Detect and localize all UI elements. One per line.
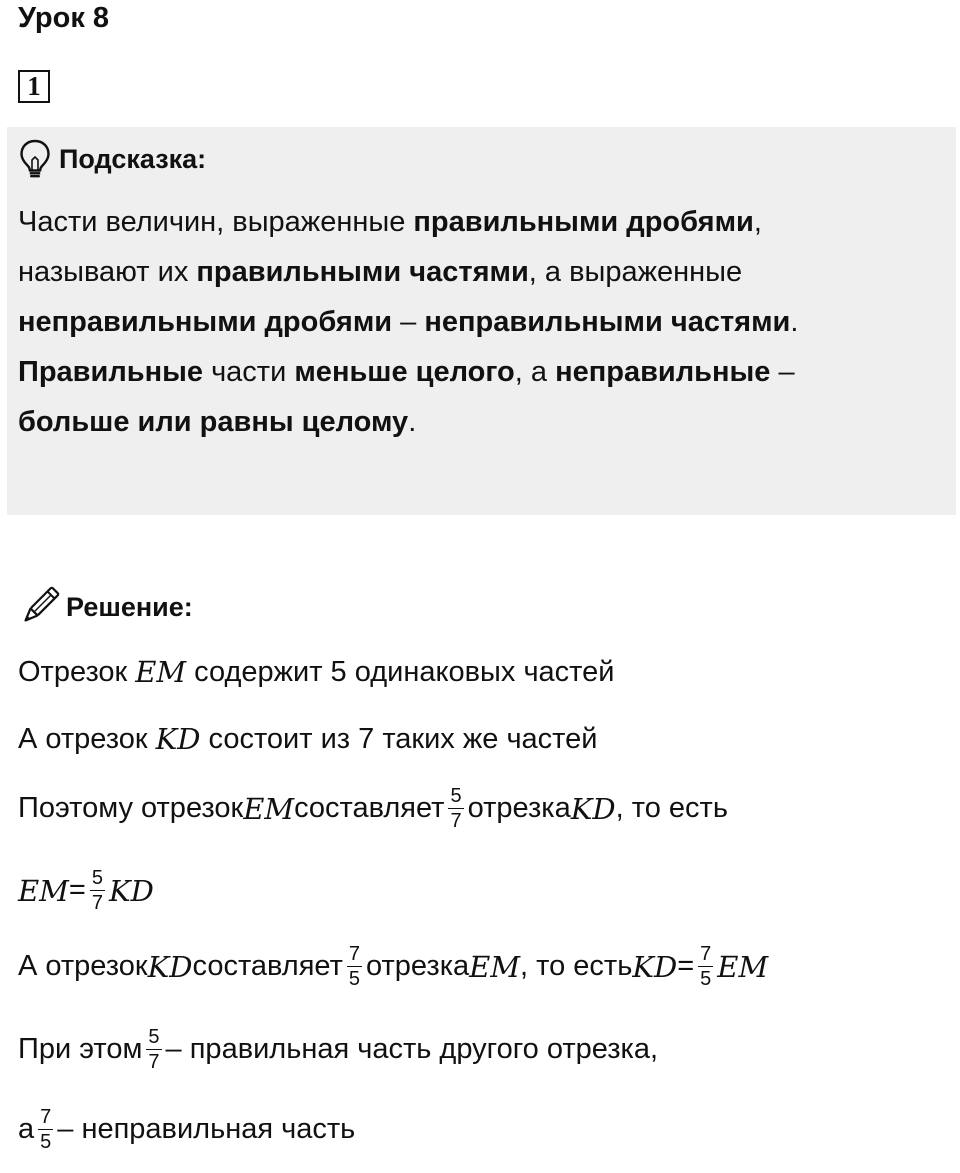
math-variable: KD [632,949,678,984]
hint-segment: – [770,356,795,388]
hint-bold-segment: меньше целого [294,356,515,388]
text: – неправильная часть [57,1113,356,1145]
solution-heading [18,586,193,628]
task-number: 1 [27,71,41,101]
text: составляет [294,792,445,824]
solution-line-1 [18,655,614,689]
hint-bold-segment: правильными дробями [413,206,754,238]
hint-bold-segment: неправильные [555,356,771,388]
hint-segment: называют их [18,256,197,288]
fraction-numerator: 7 [40,1106,52,1128]
solution-line-3 [18,786,728,831]
fraction [698,944,713,989]
math-variable: KD [570,791,616,826]
solution-line-6 [18,1027,658,1072]
fraction-denominator: 7 [450,810,462,832]
solution-title: Решение: [66,591,193,622]
hint-segment: . [790,306,799,338]
hint-title: Подсказка: [59,143,207,174]
text: А отрезок [18,950,148,982]
hint-bold-segment: больше или равны целому [18,406,409,438]
text: составляет [192,950,343,982]
math-variable: EM [18,873,69,908]
text: Отрезок [18,655,128,688]
hint-bold-segment: неправильными дробями [18,306,393,338]
hint-segment: Части величин, выраженные [18,206,414,238]
fraction-denominator: 5 [700,968,712,990]
hint-bold-segment: Правильные [18,356,204,388]
text: – правильная часть другого отрезка, [165,1033,659,1065]
math-variable: EM [469,949,521,984]
pencil-icon [18,586,60,628]
text: , то есть [520,950,633,982]
lightbulb-icon [19,139,51,179]
text: отрезка [366,950,470,982]
fraction-denominator: 7 [148,1051,160,1073]
solution-line-4 [18,868,154,913]
fraction-numerator: 5 [91,867,103,889]
math-variable: KD [155,722,201,756]
equals-sign: = [68,874,86,906]
text: А отрезок [18,722,148,755]
lesson-title: Урок 8 [18,2,110,34]
text: отрезка [467,792,571,824]
fraction-denominator: 5 [348,968,360,990]
fraction-numerator: 5 [148,1026,160,1048]
hint-segment: части [203,356,295,388]
fraction [90,868,105,913]
hint-box [7,127,956,515]
hint-text [18,197,948,447]
fraction [146,1027,161,1072]
fraction-numerator: 5 [450,785,462,807]
fraction [38,1107,53,1152]
hint-segment: , а [514,356,556,388]
hint-bold-segment: правильными частями [196,256,529,288]
math-variable: EM [243,791,295,826]
hint-bold-segment: неправильными частями [424,306,791,338]
math-variable: EM [717,949,769,984]
math-variable: KD [108,873,154,908]
solution-line-5 [18,944,768,989]
text: Поэтому отрезок [18,792,244,824]
fraction [347,944,362,989]
solution-line-2 [18,722,597,756]
hint-segment: . [408,406,417,438]
text: При этом [18,1033,143,1065]
solution-line-7 [18,1107,355,1152]
text: , то есть [615,792,728,824]
fraction-numerator: 7 [348,943,360,965]
text: состоит из 7 таких же частей [208,722,598,755]
text: содержит 5 одинаковых частей [194,655,615,688]
hint-heading [19,139,206,179]
task-number-badge [18,70,50,103]
math-variable: EM [135,655,187,689]
fraction-denominator: 7 [91,892,103,914]
hint-segment: , а выраженные [528,256,743,288]
hint-segment: – [392,306,425,338]
math-variable: KD [147,949,193,984]
text: а [18,1113,35,1145]
fraction-numerator: 7 [700,943,712,965]
hint-segment: , [753,206,762,238]
fraction-denominator: 5 [40,1131,52,1153]
equals-sign: = [677,950,695,982]
fraction [448,786,463,831]
